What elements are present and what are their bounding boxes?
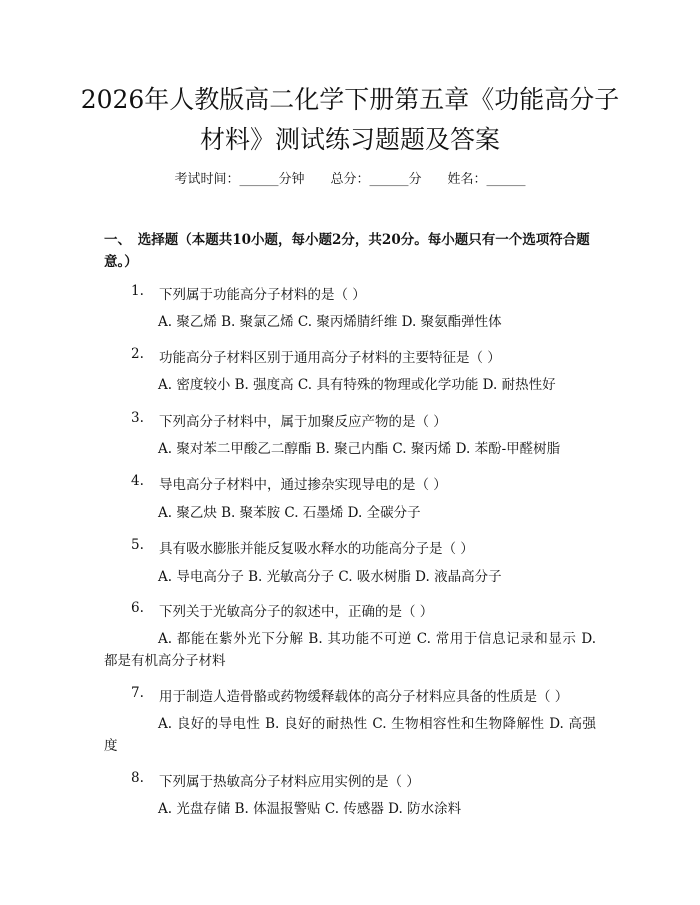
question-text: 用于制造人造骨骼或药物缓释载体的高分子材料应具备的性质是（ ） — [159, 689, 569, 705]
question-options: A. 聚对苯二甲酸乙二醇酯 B. 聚己内酯 C. 聚丙烯 D. 苯酚-甲醛树脂 — [158, 441, 561, 457]
question-text: 下列属于热敏高分子材料应用实例的是（ ） — [159, 774, 420, 790]
question-options: A. 都能在紫外光下分解 B. 其功能不可逆 C. 常用于信息记录和显示 D. 都是有机高分子材料 — [104, 631, 596, 669]
question-text: 导电高分子材料中，通过掺杂实现导电的是（ ） — [159, 477, 447, 493]
question-number: 3. — [131, 410, 144, 426]
question-number: 2. — [131, 346, 144, 362]
question-number: 6. — [131, 600, 144, 616]
question-options: A. 光盘存储 B. 体温报警贴 C. 传感器 D. 防水涂料 — [158, 801, 462, 817]
exam-meta-line: 考试时间：______分钟 总分：______分 姓名：______ — [174, 172, 526, 187]
question-number: 8. — [131, 770, 144, 786]
question-text: 具有吸水膨胀并能反复吸水释水的功能高分子是（ ） — [159, 541, 474, 557]
question-options: A. 良好的导电性 B. 良好的耐热性 C. 生物相容性和生物降解性 D. 高强度 — [104, 716, 596, 754]
question-number: 7. — [131, 685, 144, 701]
question-options: A. 密度较小 B. 强度高 C. 具有特殊的物理或化学功能 D. 耐热性好 — [158, 377, 556, 393]
question-number: 4. — [131, 473, 144, 489]
question-text: 功能高分子材料区别于通用高分子材料的主要特征是（ ） — [159, 350, 501, 366]
section-heading: 一、 选择题（本题共10小题，每小题2分，共20分。每小题只有一个选项符合题意。） — [104, 232, 590, 270]
question-number: 1. — [131, 283, 144, 299]
question-number: 5. — [131, 537, 144, 553]
question-text: 下列属于功能高分子材料的是（ ） — [159, 287, 366, 303]
document-title: 2026年人教版高二化学下册第五章《功能高分子材料》测试练习题题及答案 — [80, 85, 620, 154]
question-text: 下列关于光敏高分子的叙述中，正确的是（ ） — [159, 604, 434, 620]
question-options: A. 导电高分子 B. 光敏高分子 C. 吸水树脂 D. 液晶高分子 — [158, 569, 502, 585]
question-text: 下列高分子材料中，属于加聚反应产物的是（ ） — [159, 414, 447, 430]
question-options: A. 聚乙炔 B. 聚苯胺 C. 石墨烯 D. 全碳分子 — [158, 505, 421, 521]
question-options: A. 聚乙烯 B. 聚氯乙烯 C. 聚丙烯腈纤维 D. 聚氨酯弹性体 — [158, 314, 502, 330]
